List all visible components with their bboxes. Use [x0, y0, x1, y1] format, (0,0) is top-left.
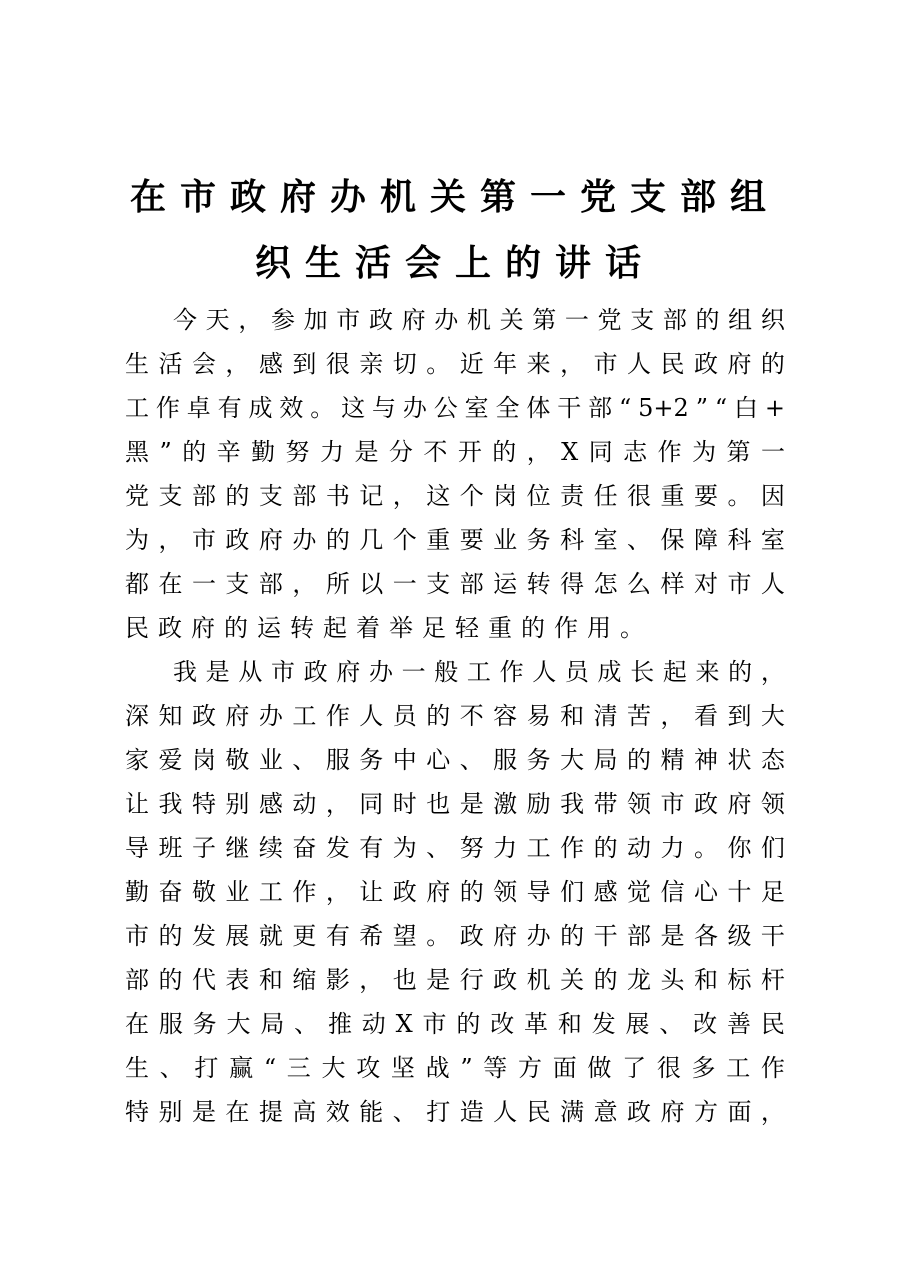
- paragraph-2-line-11: 特 别 是 在 提 高 效 能 、 打 造 人 民 满 意 政 府 方 面 ，: [125, 1098, 785, 1126]
- paragraph-1-line-3: 工 作 卓 有 成 效 。 这 与 办 公 室 全 体 干 部 “ 5+2 ” “ 白 +: [125, 394, 785, 422]
- paragraph-2-line-3: 家 爱 岗 敬 业 、 服 务 中 心 、 服 务 大 局 的 精 神 状 态: [125, 746, 785, 774]
- paragraph-2-line-9: 在 服 务 大 局 、 推 动 X 市 的 改 革 和 发 展 、 改 善 民: [125, 1010, 785, 1038]
- document-title-line-2: 织生活会上的讲话: [254, 243, 655, 284]
- paragraph-2-line-7: 市 的 发 展 就 更 有 希 望 。 政 府 办 的 干 部 是 各 级 干: [125, 922, 785, 950]
- paragraph-2-line-2: 深 知 政 府 办 工 作 人 员 的 不 容 易 和 清 苦 ， 看 到 大: [125, 702, 785, 730]
- paragraph-1-line-7: 都 在 一 支 部 ， 所 以 一 支 部 运 转 得 怎 么 样 对 市 人: [125, 570, 785, 598]
- paragraph-2-line-1: 我 是 从 市 政 府 办 一 般 工 作 人 员 成 长 起 来 的 ，: [173, 658, 785, 686]
- paragraph-1-line-8: 民 政 府 的 运 转 起 着 举 足 轻 重 的 作 用 。: [125, 614, 644, 642]
- paragraph-1-line-5: 党 支 部 的 支 部 书 记 ， 这 个 岗 位 责 任 很 重 要 。 因: [125, 482, 785, 510]
- paragraph-2-line-4: 让 我 特 别 感 动 ， 同 时 也 是 激 励 我 带 领 市 政 府 领: [125, 790, 785, 818]
- paragraph-1-line-4: 黑 ” 的 辛 勤 努 力 是 分 不 开 的 ， X 同 志 作 为 第 一: [125, 438, 785, 466]
- paragraph-2-line-6: 勤 奋 敬 业 工 作 ， 让 政 府 的 领 导 们 感 觉 信 心 十 足: [125, 878, 785, 906]
- paragraph-2-line-8: 部 的 代 表 和 缩 影 ， 也 是 行 政 机 关 的 龙 头 和 标 杆: [125, 966, 785, 994]
- paragraph-1-line-2: 生 活 会 ， 感 到 很 亲 切 。 近 年 来 ， 市 人 民 政 府 的: [125, 350, 785, 378]
- document-title-line-1: 在市政府办机关第一党支部组: [129, 177, 780, 218]
- paragraph-1-line-1: 今 天 ， 参 加 市 政 府 办 机 关 第 一 党 支 部 的 组 织: [173, 306, 785, 334]
- paragraph-1-line-6: 为 ， 市 政 府 办 的 几 个 重 要 业 务 科 室 、 保 障 科 室: [125, 526, 785, 554]
- paragraph-2-line-10: 生 、 打 赢 “ 三 大 攻 坚 战 ” 等 方 面 做 了 很 多 工 作: [125, 1054, 785, 1082]
- paragraph-2-line-5: 导 班 子 继 续 奋 发 有 为 、 努 力 工 作 的 动 力 。 你 们: [125, 834, 785, 862]
